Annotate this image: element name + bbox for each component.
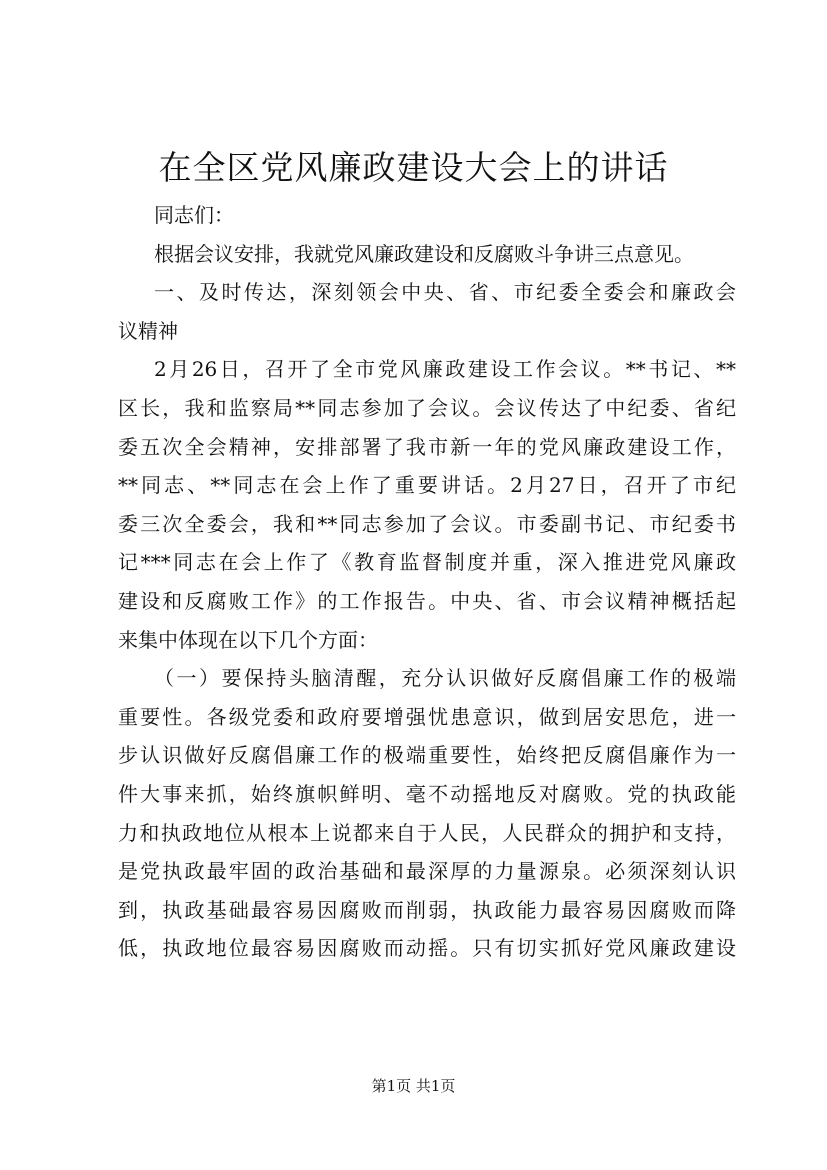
paragraph-line: 是党执政最牢固的政治基础和最深厚的力量源泉。必须深刻认识 <box>118 859 736 884</box>
paragraph-line: 重要性。各级党委和政府要增强忧患意识，做到居安思危，进一 <box>118 704 736 729</box>
paragraph-line: 建设和反腐败工作》的工作报告。中央、省、市会议精神概括起 <box>118 588 736 613</box>
paragraph-line: 来集中体现在以下几个方面： <box>118 627 378 652</box>
paragraph-line: 2月26日，召开了全市党风廉政建设工作会议。**书记、** <box>154 357 736 382</box>
paragraph-line: 记***同志在会上作了《教育监督制度并重，深入推进党风廉政 <box>118 550 736 575</box>
paragraph-line: 委三次全委会，我和**同志参加了会议。市委副书记、市纪委书 <box>118 511 736 536</box>
paragraph-line: 力和执政地位从根本上说都来自于人民，人民群众的拥护和支持， <box>118 820 736 845</box>
paragraph-line: **同志、**同志在会上作了重要讲话。2月27日，召开了市纪 <box>118 473 736 498</box>
document-body <box>118 196 736 968</box>
page-footer: 第1页 共1页 <box>371 1077 456 1095</box>
salutation-line: 同志们： <box>154 203 234 227</box>
paragraph-line: 区长，我和监察局**同志参加了会议。会议传达了中纪委、省纪 <box>118 395 736 420</box>
document-title: 在全区党风廉政建设大会上的讲话 <box>158 148 669 187</box>
paragraph-line: 根据会议安排，我就党风廉政建设和反腐败斗争讲三点意见。 <box>154 241 694 266</box>
paragraph-line: （一）要保持头脑清醒，充分认识做好反腐倡廉工作的极端 <box>154 666 736 691</box>
paragraph-line: 件大事来抓，始终旗帜鲜明、毫不动摇地反对腐败。党的执政能 <box>118 781 736 806</box>
paragraph-line: 委五次全会精神，安排部署了我市新一年的党风廉政建设工作， <box>118 434 736 459</box>
section-heading-line: 一、及时传达，深刻领会中央、省、市纪委全委会和廉政会 <box>154 280 736 305</box>
paragraph-line: 到，执政基础最容易因腐败而削弱，执政能力最容易因腐败而降 <box>118 897 736 922</box>
paragraph-line: 步认识做好反腐倡廉工作的极端重要性，始终把反腐倡廉作为一 <box>118 743 736 768</box>
section-heading-line: 议精神 <box>118 318 178 343</box>
paragraph-line: 低，执政地位最容易因腐败而动摇。只有切实抓好党风廉政建设 <box>118 936 736 961</box>
